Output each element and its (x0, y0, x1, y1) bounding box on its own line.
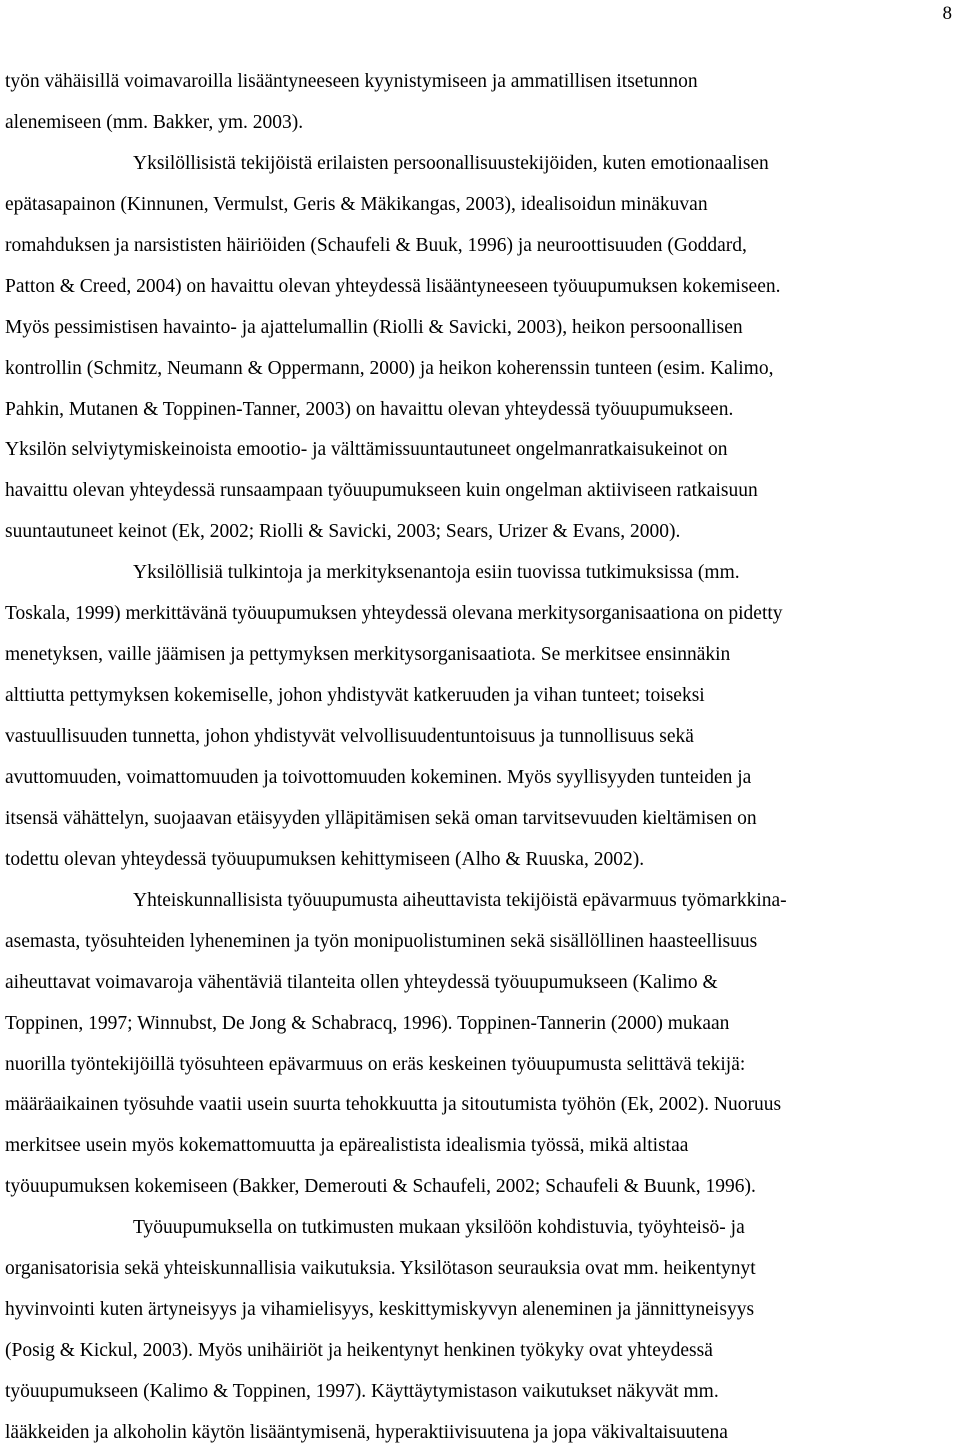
text-line: Yksilöllisistä tekijöistä erilaisten persoonallisuustekijöiden, kuten emotionaalisen (133, 152, 769, 174)
text-line: avuttomuuden, voimattomuuden ja toivottomuuden kokeminen. Myös syyllisyyden tunteiden ja (5, 766, 752, 788)
text-line: epätasapainon (Kinnunen, Vermulst, Geris & Mäkikangas, 2003), idealisoidun minäkuvan (5, 193, 708, 215)
text-line: havaittu olevan yhteydessä runsaampaan työuupumukseen kuin ongelman aktiiviseen ratkaisuun (5, 480, 758, 502)
text-line: alttiutta pettymyksen kokemiselle, johon yhdistyvät katkeruuden ja vihan tunteet; toiseksi (5, 685, 705, 707)
text-line: asemasta, työsuhteiden lyheneminen ja työn monipuolistuminen sekä sisällöllinen haasteellisuus (5, 930, 758, 952)
text-line: alenemiseen (mm. Bakker, ym. 2003). (5, 111, 304, 133)
text-line: itsensä vähättelyn, suojaavan etäisyyden ylläpitämisen sekä oman tarvitsevuuden kieltämisen on (5, 807, 757, 829)
text-line: Toppinen, 1997; Winnubst, De Jong & Schabracq, 1996). Toppinen-Tannerin (2000) mukaan (5, 1012, 730, 1034)
page-number: 8 (942, 3, 952, 24)
text-line: Yksilöllisiä tulkintoja ja merkityksenantoja esiin tuovissa tutkimuksissa (mm. (133, 562, 740, 584)
text-line: suuntautuneet keinot (Ek, 2002; Riolli & Savicki, 2003; Sears, Urizer & Evans, 2000). (5, 521, 681, 543)
text-line: hyvinvointi kuten ärtyneisyys ja vihamielisyys, keskittymiskyvyn aleneminen ja jännittyneisyys (5, 1299, 755, 1321)
text-line: romahduksen ja narsististen häiriöiden (Schaufeli & Buuk, 1996) ja neuroottisuuden (Goddard, (5, 234, 747, 256)
text-line: vastuullisuuden tunnetta, johon yhdistyvät velvollisuudentuntoisuus ja tunnollisuus sekä (5, 726, 694, 747)
text-line: työn vähäisillä voimavaroilla lisääntyneeseen kyynistymiseen ja ammatillisen itsetunnon (5, 71, 698, 92)
text-line: Patton & Creed, 2004) on havaittu olevan yhteydessä lisääntyneeseen työuupumuksen kokemiseen. (5, 275, 781, 297)
text-line: Toskala, 1999) merkittävänä työuupumuksen yhteydessä olevana merkitysorganisaationa on pidetty (5, 603, 783, 625)
text-line: työuupumuksen kokemiseen (Bakker, Demerouti & Schaufeli, 2002; Schaufeli & Buunk, 1996). (5, 1176, 756, 1198)
text-line: Myös pessimistisen havainto- ja ajattelumallin (Riolli & Savicki, 2003), heikon persoonallisen (5, 316, 743, 338)
text-line: merkitsee usein myös kokemattomuutta ja epärealistista idealismia työssä, mikä altistaa (5, 1135, 689, 1157)
text-line: organisatorisia sekä yhteiskunnallisia vaikutuksia. Yksilötason seurauksia ovat mm. heikentynyt (5, 1258, 756, 1280)
text-line: todettu olevan yhteydessä työuupumuksen kehittymiseen (Alho & Ruuska, 2002). (5, 848, 645, 870)
text-line: (Posig & Kickul, 2003). Myös unihäiriöt ja heikentynyt henkinen työkyky ovat yhteydessä (5, 1340, 713, 1362)
text-line: Työuupumuksella on tutkimusten mukaan yksilöön kohdistuvia, työyhteisö- ja (133, 1217, 745, 1239)
document-body (5, 62, 955, 1454)
text-line: aiheuttavat voimavaroja vähentäviä tilanteita ollen yhteydessä työuupumukseen (Kalimo & (5, 971, 718, 993)
text-line: nuorilla työntekijöillä työsuhteen epävarmuus on eräs keskeinen työuupumusta selittävä tekijä: (5, 1053, 746, 1075)
text-line: Pahkin, Mutanen & Toppinen-Tanner, 2003) on havaittu olevan yhteydessä työuupumukseen. (5, 398, 734, 420)
text-line: kontrollin (Schmitz, Neumann & Oppermann, 2000) ja heikon koherenssin tunteen (esim. Kalimo, (5, 357, 774, 379)
text-line: menetyksen, vaille jäämisen ja pettymyksen merkitysorganisaatiota. Se merkitsee ensinnäkin (5, 644, 731, 666)
text-line: Yhteiskunnallisista työuupumusta aiheuttavista tekijöistä epävarmuus työmarkkina- (133, 889, 787, 911)
text-line: työuupumukseen (Kalimo & Toppinen, 1997). Käyttäytymistason vaikutukset näkyvät mm. (5, 1381, 719, 1402)
text-line: Yksilön selviytymiskeinoista emootio- ja välttämissuuntautuneet ongelmanratkaisukeinot on (5, 439, 728, 461)
text-line: lääkkeiden ja alkoholin käytön lisääntymisenä, hyperaktiivisuutena ja jopa väkivaltaisuutena (5, 1421, 728, 1443)
text-line: määräaikainen työsuhde vaatii usein suurta tehokkuutta ja sitoutumista työhön (Ek, 2002). Nuoruus (5, 1094, 782, 1116)
